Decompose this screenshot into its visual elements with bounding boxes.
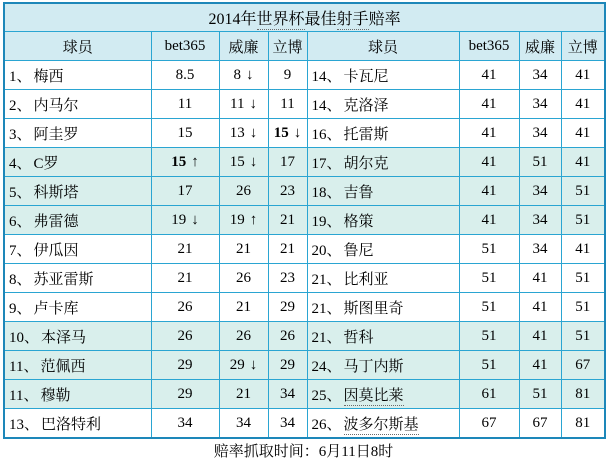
odds-value: 51 (481, 356, 497, 373)
player-cell (4, 409, 151, 439)
odds-cell (151, 177, 219, 206)
arrow-down-icon: ↓ (249, 95, 257, 112)
table-row (4, 90, 605, 119)
odds-value: 34 (280, 385, 295, 402)
odds-capture-time: 赔率抓取时间：6月11日8时 (213, 444, 394, 460)
arrow-down-icon: ↓ (191, 211, 199, 228)
table-row (4, 409, 605, 439)
player-name: 克洛泽 (343, 97, 389, 114)
player-cell (4, 119, 151, 148)
odds-value: 29 (280, 356, 295, 373)
odds-cell (219, 380, 268, 409)
col-header-bet365-right: bet365 (459, 32, 519, 61)
odds-cell (459, 351, 519, 380)
odds-cell (519, 322, 561, 351)
odds-value: 41 (532, 298, 548, 315)
odds-cell (219, 61, 268, 90)
odds-cell (268, 148, 307, 177)
odds-cell (459, 380, 519, 409)
col-header-bet365-left: bet365 (151, 32, 219, 61)
odds-cell (219, 322, 268, 351)
odds-value: 41 (532, 327, 548, 344)
odds-cell (268, 293, 307, 322)
odds-cell (561, 206, 605, 235)
table-row (4, 148, 605, 177)
odds-cell (268, 235, 307, 264)
odds-value: 51 (532, 385, 548, 402)
odds-cell (459, 322, 519, 351)
player-cell (307, 322, 459, 351)
odds-value: 34 (532, 95, 548, 112)
odds-value: 41 (481, 95, 497, 112)
odds-value: 21 (177, 240, 193, 257)
odds-cell (519, 206, 561, 235)
player-name: 内马尔 (33, 97, 79, 114)
odds-value: 41 (532, 269, 548, 286)
odds-value: 51 (575, 298, 591, 315)
odds-cell (459, 90, 519, 119)
odds-value: 41 (481, 211, 497, 228)
player-cell (307, 235, 459, 264)
title-segment: 赔率 (368, 11, 401, 28)
arrow-up-icon: ↑ (249, 211, 258, 228)
odds-cell (519, 351, 561, 380)
odds-table-body (4, 61, 605, 439)
odds-cell (151, 409, 219, 439)
player-rank: 11、 (9, 387, 39, 404)
col-header-player-right: 球员 (307, 32, 459, 61)
player-rank: 6、 (9, 213, 32, 230)
odds-cell (268, 119, 307, 148)
odds-cell (268, 177, 307, 206)
odds-cell (151, 119, 219, 148)
table-row (4, 380, 605, 409)
player-rank: 18、 (311, 184, 342, 201)
player-name: 吉鲁 (343, 184, 374, 201)
player-name: 斯图里奇 (343, 300, 404, 317)
player-rank: 8、 (9, 271, 32, 288)
odds-cell (459, 264, 519, 293)
col-header-player-left: 球员 (4, 32, 151, 61)
player-cell (4, 177, 151, 206)
player-name: 马丁内斯 (343, 358, 404, 375)
player-name: 格策 (343, 213, 374, 230)
player-rank: 1、 (9, 68, 32, 85)
player-cell (307, 351, 459, 380)
player-rank: 20、 (311, 242, 342, 259)
odds-value: 51 (481, 269, 497, 286)
odds-value: 26 (236, 182, 251, 199)
odds-value: 41 (575, 240, 591, 257)
odds-value: 21 (236, 240, 251, 257)
title-segment: 世界杯 (256, 11, 305, 28)
odds-value: 11 (230, 95, 245, 112)
odds-cell (561, 119, 605, 148)
player-cell (307, 148, 459, 177)
player-name: 科斯塔 (33, 184, 79, 201)
odds-cell (151, 235, 219, 264)
player-cell (307, 409, 459, 439)
player-rank: 9、 (9, 300, 32, 317)
player-rank: 24、 (311, 358, 342, 375)
odds-value: 21 (236, 385, 251, 402)
player-rank: 21、 (311, 300, 342, 317)
player-rank: 3、 (9, 126, 32, 143)
player-rank: 14、 (311, 97, 342, 114)
odds-value: 41 (481, 182, 497, 199)
odds-cell (459, 409, 519, 439)
odds-cell (519, 90, 561, 119)
odds-value: 21 (280, 240, 295, 257)
odds-cell (519, 264, 561, 293)
player-rank: 2、 (9, 97, 32, 114)
player-rank: 16、 (311, 126, 342, 143)
odds-value: 19 (229, 211, 245, 228)
player-cell (4, 293, 151, 322)
player-rank: 19、 (311, 213, 342, 230)
odds-value: 51 (532, 153, 548, 170)
player-cell (4, 322, 151, 351)
odds-value: 51 (575, 211, 591, 228)
player-name: 弗雷德 (33, 213, 79, 230)
odds-value: 15 (171, 153, 187, 170)
odds-value: 29 (280, 298, 295, 315)
table-row (4, 351, 605, 380)
odds-value: 41 (575, 153, 591, 170)
player-rank: 10、 (9, 329, 40, 346)
odds-cell (459, 293, 519, 322)
title-row (4, 3, 605, 32)
odds-cell (268, 206, 307, 235)
odds-cell (561, 409, 605, 439)
odds-cell (151, 90, 219, 119)
odds-value: 17 (177, 182, 193, 199)
odds-cell (459, 148, 519, 177)
odds-value: 34 (280, 414, 295, 431)
odds-cell (219, 351, 268, 380)
odds-cell (561, 380, 605, 409)
player-cell (307, 119, 459, 148)
player-name: 梅西 (33, 68, 64, 85)
player-name: 巴洛特利 (41, 416, 102, 433)
player-name: 苏亚雷斯 (33, 271, 94, 288)
title-segment: 2014年 (208, 11, 257, 28)
odds-cell (151, 206, 219, 235)
odds-value: 34 (236, 414, 251, 431)
odds-value: 41 (481, 153, 497, 170)
arrow-down-icon: ↓ (249, 124, 258, 141)
odds-value: 51 (575, 182, 591, 199)
player-rank: 17、 (311, 155, 342, 172)
odds-cell (561, 351, 605, 380)
player-cell (307, 380, 459, 409)
player-rank: 11、 (9, 358, 39, 375)
odds-value: 41 (481, 124, 497, 141)
odds-value: 67 (481, 414, 497, 431)
odds-value: 23 (280, 269, 295, 286)
odds-value: 51 (481, 327, 497, 344)
arrow-down-icon: ↓ (249, 356, 258, 373)
odds-cell (219, 264, 268, 293)
odds-cell (459, 206, 519, 235)
odds-value: 26 (236, 327, 251, 344)
odds-cell (561, 322, 605, 351)
title-segment: 射手 (336, 11, 369, 28)
player-name: 卢卡库 (33, 300, 79, 317)
odds-cell (268, 351, 307, 380)
odds-cell (219, 235, 268, 264)
odds-cell (459, 235, 519, 264)
odds-cell (561, 90, 605, 119)
header-row (4, 32, 605, 61)
odds-cell (268, 61, 307, 90)
odds-value: 29 (177, 356, 193, 373)
odds-cell (219, 206, 268, 235)
player-cell (307, 61, 459, 90)
odds-value: 26 (236, 269, 251, 286)
odds-cell (219, 409, 268, 439)
odds-value: 26 (177, 298, 193, 315)
player-cell (4, 61, 151, 90)
odds-value: 41 (575, 66, 591, 83)
odds-cell (268, 264, 307, 293)
odds-cell (151, 264, 219, 293)
player-name: 本泽马 (41, 329, 87, 346)
odds-value: 41 (481, 66, 497, 83)
player-rank: 4、 (9, 155, 32, 172)
odds-cell (459, 177, 519, 206)
odds-value: 34 (532, 211, 548, 228)
odds-value: 21 (177, 269, 193, 286)
odds-value: 34 (532, 66, 548, 83)
player-rank: 25、 (311, 387, 342, 404)
col-header-ladbrokes-left: 立博 (268, 32, 307, 61)
odds-cell (561, 148, 605, 177)
odds-value: 51 (481, 298, 497, 315)
player-rank: 7、 (9, 242, 32, 259)
table-row (4, 206, 605, 235)
player-name: 阿圭罗 (33, 126, 79, 143)
odds-cell (459, 119, 519, 148)
odds-cell (268, 322, 307, 351)
odds-cell (219, 177, 268, 206)
table-row (4, 177, 605, 206)
player-rank: 21、 (311, 271, 342, 288)
odds-value: 23 (280, 182, 295, 199)
odds-value: 8 (233, 66, 241, 83)
table-row (4, 264, 605, 293)
arrow-down-icon: ↓ (246, 66, 254, 83)
odds-value: 51 (481, 240, 497, 257)
player-cell (4, 90, 151, 119)
odds-cell (519, 380, 561, 409)
table-row (4, 235, 605, 264)
odds-value: 11 (177, 95, 193, 112)
odds-value: 9 (283, 66, 292, 83)
odds-value: 26 (280, 327, 295, 344)
player-name: 穆勒 (40, 387, 71, 404)
odds-cell (219, 293, 268, 322)
odds-value: 29 (177, 385, 193, 402)
odds-cell (151, 351, 219, 380)
odds-value: 41 (575, 124, 591, 141)
player-cell (307, 293, 459, 322)
odds-value: 34 (532, 124, 548, 141)
player-name: 因莫比莱 (343, 387, 404, 404)
player-rank: 5、 (9, 184, 32, 201)
odds-cell (519, 177, 561, 206)
odds-cell (219, 90, 268, 119)
player-name: 伊瓜因 (33, 242, 79, 259)
odds-value: 51 (575, 269, 591, 286)
table-row (4, 322, 605, 351)
player-cell (307, 90, 459, 119)
odds-cell (151, 61, 219, 90)
odds-cell (268, 409, 307, 439)
odds-value: 41 (532, 356, 548, 373)
odds-cell (219, 148, 268, 177)
odds-value: 29 (229, 356, 245, 373)
table-title (4, 3, 605, 32)
odds-value: 19 (171, 211, 187, 228)
player-cell (4, 264, 151, 293)
player-rank: 14、 (311, 68, 342, 85)
odds-value: 67 (532, 414, 548, 431)
odds-value: 21 (280, 211, 295, 228)
col-header-william-right: 威廉 (519, 32, 561, 61)
player-rank: 21、 (311, 329, 342, 346)
player-name: 托雷斯 (343, 126, 389, 143)
player-cell (307, 177, 459, 206)
odds-cell (151, 148, 219, 177)
player-cell (4, 380, 151, 409)
odds-value: 13 (229, 124, 245, 141)
odds-value: 11 (280, 95, 295, 112)
odds-value: 51 (575, 327, 591, 344)
odds-cell (151, 322, 219, 351)
odds-value: 81 (575, 414, 591, 431)
odds-value: 15 (273, 124, 289, 141)
odds-cell (519, 293, 561, 322)
odds-cell (219, 119, 268, 148)
odds-value: 8.5 (175, 66, 195, 83)
col-header-ladbrokes-right: 立博 (561, 32, 605, 61)
player-name: 卡瓦尼 (343, 68, 389, 85)
table-row (4, 119, 605, 148)
odds-value: 21 (236, 298, 251, 315)
odds-value: 34 (532, 240, 548, 257)
arrow-down-icon: ↓ (293, 124, 302, 141)
player-cell (4, 206, 151, 235)
player-rank: 26、 (311, 416, 342, 433)
player-cell (307, 264, 459, 293)
arrow-up-icon: ↑ (191, 153, 199, 170)
odds-cell (519, 409, 561, 439)
odds-value: 15 (177, 124, 193, 141)
odds-value: 41 (575, 95, 591, 112)
odds-cell (151, 380, 219, 409)
odds-cell (519, 61, 561, 90)
odds-cell (519, 148, 561, 177)
table-row (4, 293, 605, 322)
odds-cell (519, 235, 561, 264)
odds-value: 81 (575, 385, 591, 402)
odds-value: 61 (481, 385, 497, 402)
odds-cell (561, 177, 605, 206)
player-rank: 13、 (9, 416, 40, 433)
arrow-down-icon: ↓ (249, 153, 258, 170)
odds-value: 17 (280, 153, 295, 170)
player-cell (4, 148, 151, 177)
player-cell (307, 206, 459, 235)
odds-value: 34 (532, 182, 548, 199)
player-name: 胡尔克 (343, 155, 389, 172)
player-name: 波多尔斯基 (343, 416, 419, 433)
player-name: 哲科 (343, 329, 374, 346)
title-segment: 最佳 (304, 11, 337, 28)
odds-value: 15 (229, 153, 245, 170)
odds-value: 34 (177, 414, 193, 431)
odds-value: 26 (177, 327, 193, 344)
odds-cell (561, 293, 605, 322)
player-name: 鲁尼 (343, 242, 374, 259)
table-row (4, 61, 605, 90)
odds-cell (561, 235, 605, 264)
odds-cell (561, 61, 605, 90)
player-name: C罗 (33, 155, 59, 172)
odds-cell (519, 119, 561, 148)
odds-cell (459, 61, 519, 90)
odds-cell (268, 90, 307, 119)
player-cell (4, 351, 151, 380)
player-name: 比利亚 (343, 271, 389, 288)
odds-cell (268, 380, 307, 409)
player-cell (4, 235, 151, 264)
odds-value: 67 (575, 356, 591, 373)
odds-cell (151, 293, 219, 322)
col-header-william-left: 威廉 (219, 32, 268, 61)
odds-table (3, 2, 606, 439)
player-name: 范佩西 (40, 358, 86, 375)
odds-cell (561, 264, 605, 293)
